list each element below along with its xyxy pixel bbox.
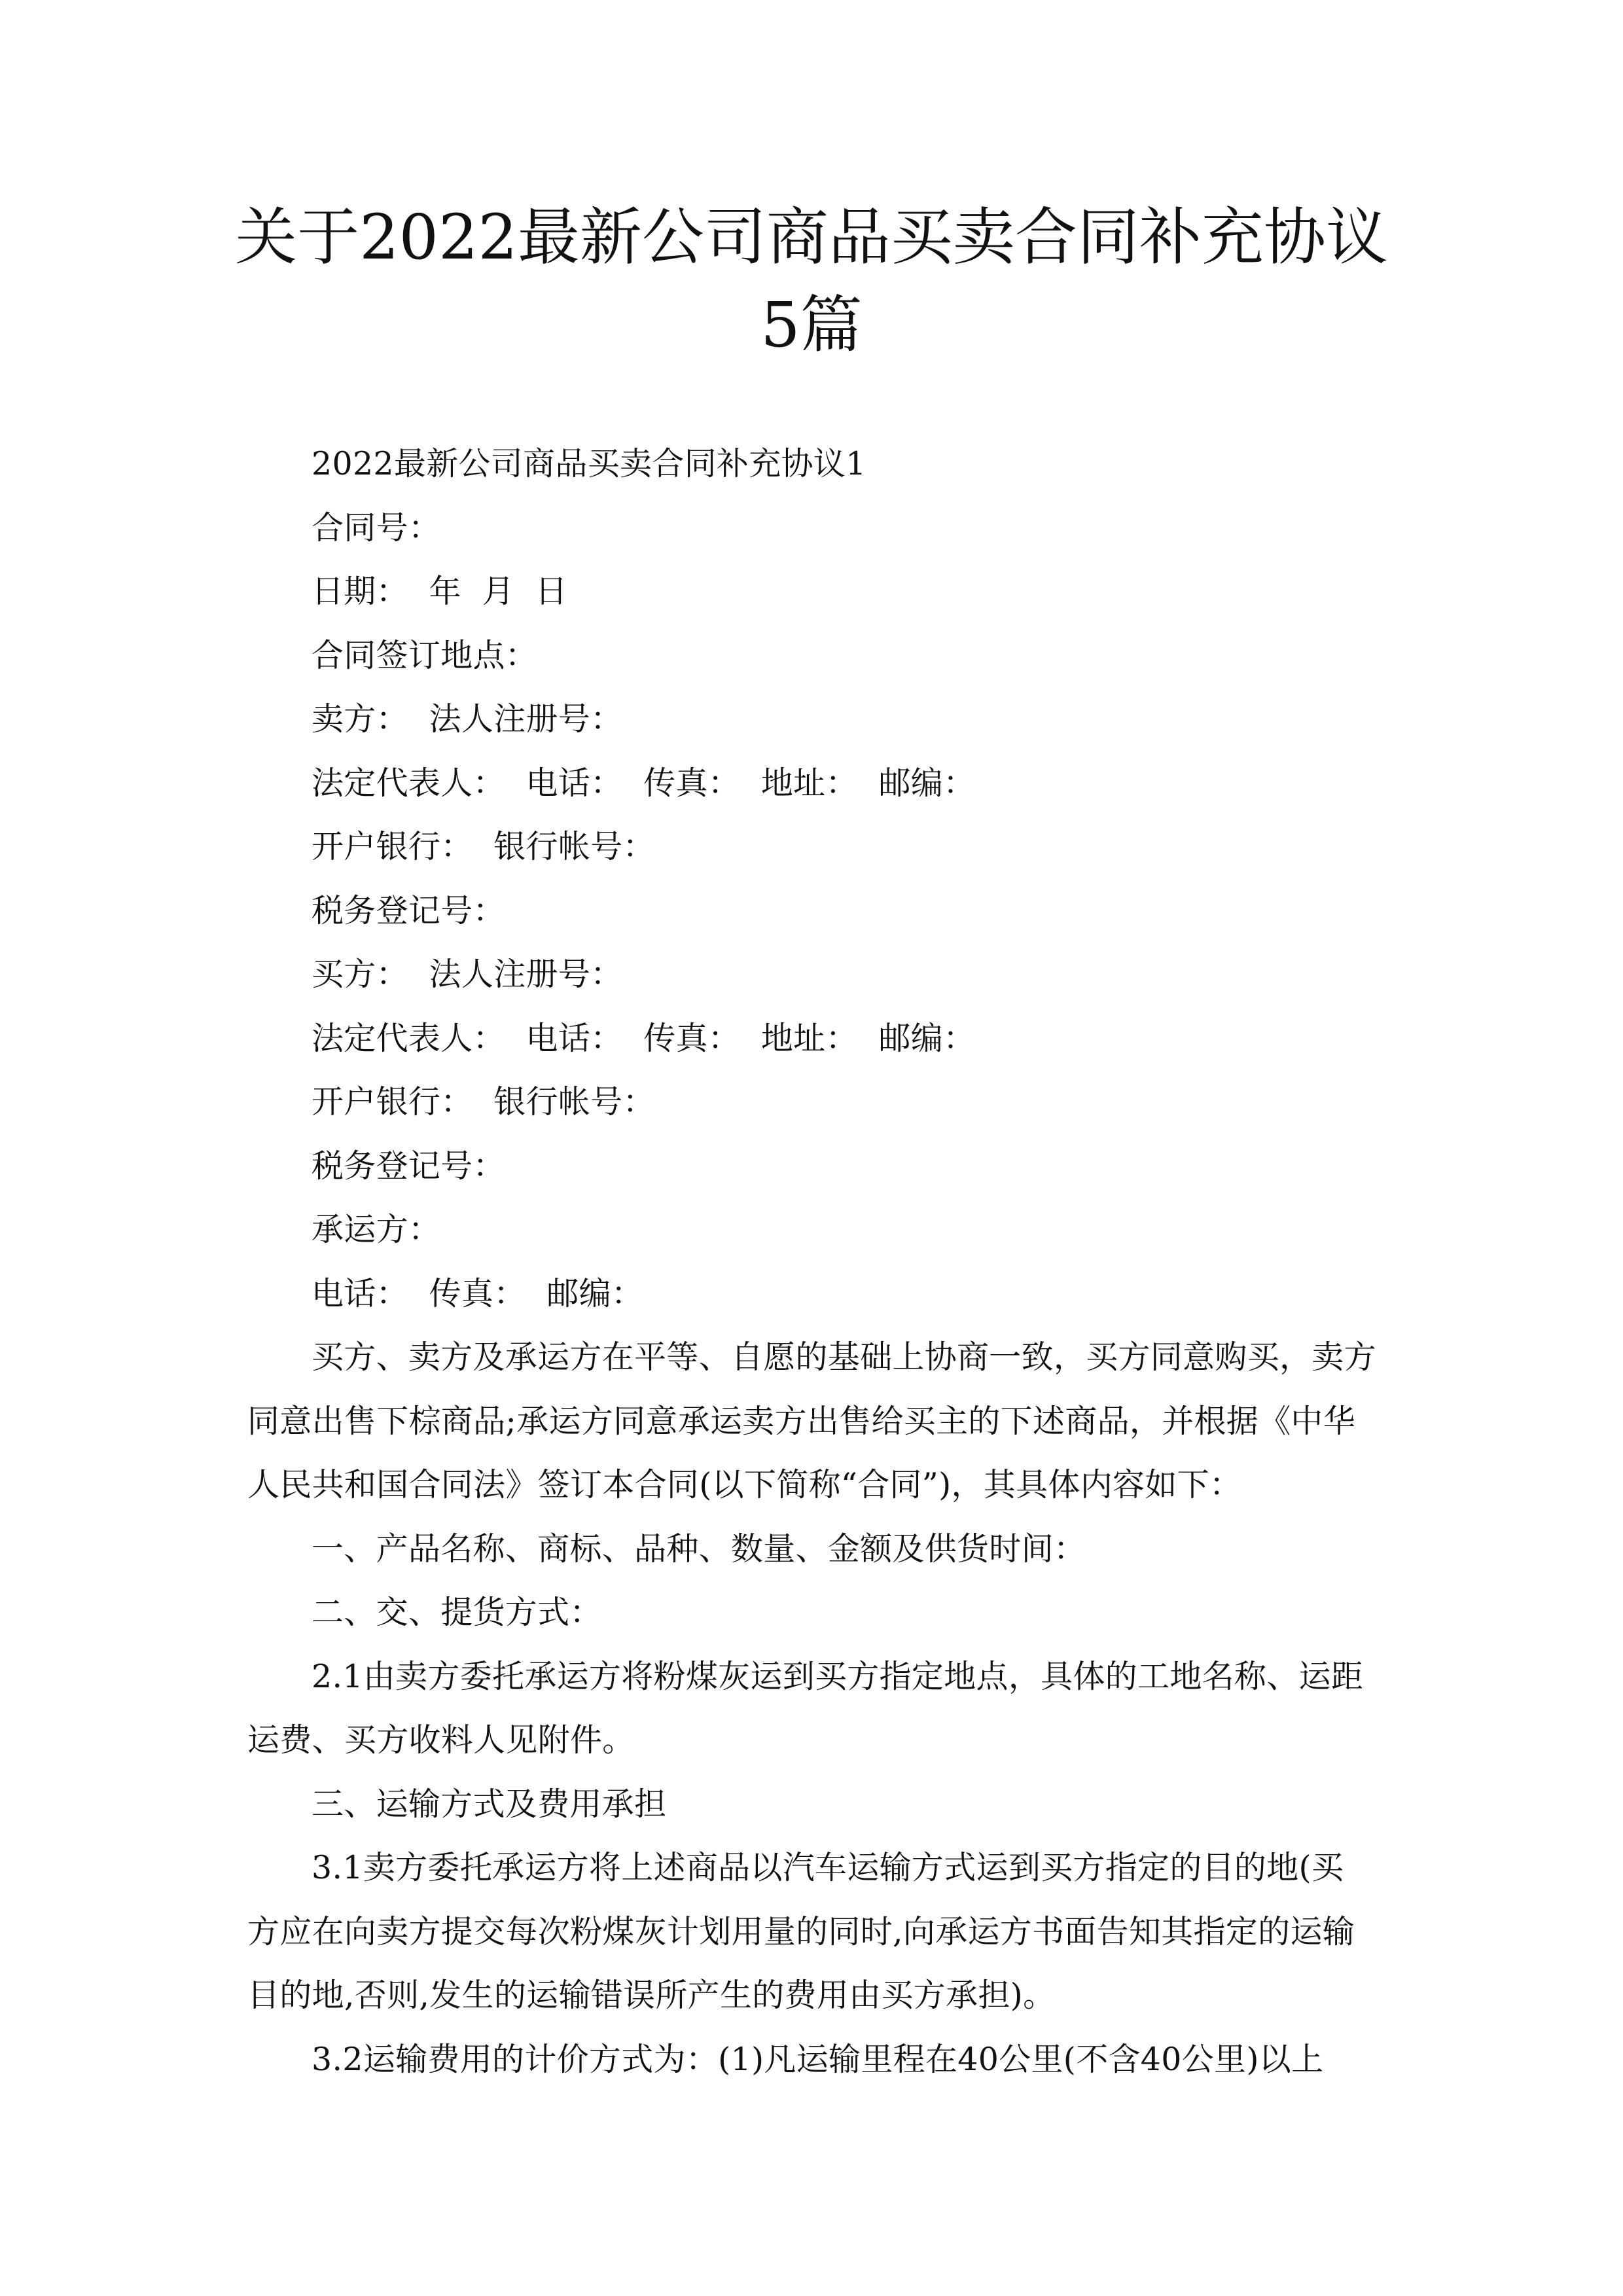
text-line: 税务登记号： (312, 1147, 505, 1185)
text-line: 一、产品名称、商标、品种、数量、金额及供货时间： (312, 1530, 1086, 1568)
text-line: 3.1卖方委托承运方将上述商品以汽车运输方式运到买方指定的目的地(买 (312, 1849, 1344, 1886)
text-line: 3.2运输费用的计价方式为：(1)凡运输里程在40公里(不含40公里)以上 (312, 2040, 1324, 2078)
text-line: 2022最新公司商品买卖合同补充协议1 (312, 445, 866, 482)
text-line: 二、交、提货方式： (312, 1594, 602, 1631)
text-line: 日期： 年 月 日 (312, 573, 568, 610)
text-line: 运费、买方收料人见附件。 (247, 1721, 635, 1759)
text-line: 目的地,否则,发生的运输错误所产生的费用由买方承担)。 (247, 1977, 1056, 2014)
text-line: 合同号： (312, 509, 441, 547)
text-line: 承运方： (312, 1211, 441, 1248)
text-line: 开户银行： 银行帐号： (312, 828, 655, 865)
text-line: 人民共和国合同法》签订本合同(以下简称“合同”)，其具体内容如下： (247, 1466, 1242, 1503)
text-line: 合同签订地点： (312, 636, 538, 674)
text-line: 2.1由卖方委托承运方将粉煤灰运到买方指定地点，具体的工地名称、运距 (312, 1657, 1364, 1695)
document-title-line-2: 5篇 (760, 289, 863, 361)
document-title-line-1: 关于2022最新公司商品买卖合同补充协议 (235, 202, 1388, 274)
text-line: 三、运输方式及费用承担 (312, 1785, 667, 1823)
text-line: 法定代表人： 电话： 传真： 地址： 邮编： (312, 1019, 976, 1057)
text-line: 方应在向卖方提交每次粉煤灰计划用量的同时,向承运方书面告知其指定的运输 (247, 1912, 1355, 1950)
text-line: 同意出售下棕商品;承运方同意承运卖方出售给买主的下述商品，并根据《中华 (247, 1402, 1356, 1440)
text-line: 卖方： 法人注册号： (312, 700, 623, 738)
text-line: 税务登记号： (312, 891, 505, 929)
text-line: 开户银行： 银行帐号： (312, 1083, 655, 1121)
text-line: 买方： 法人注册号： (312, 956, 623, 993)
text-line: 电话： 传真： 邮编： (312, 1274, 644, 1312)
text-line: 买方、卖方及承运方在平等、自愿的基础上协商一致，买方同意购买，卖方 (312, 1338, 1376, 1376)
text-line: 法定代表人： 电话： 传真： 地址： 邮编： (312, 764, 976, 802)
